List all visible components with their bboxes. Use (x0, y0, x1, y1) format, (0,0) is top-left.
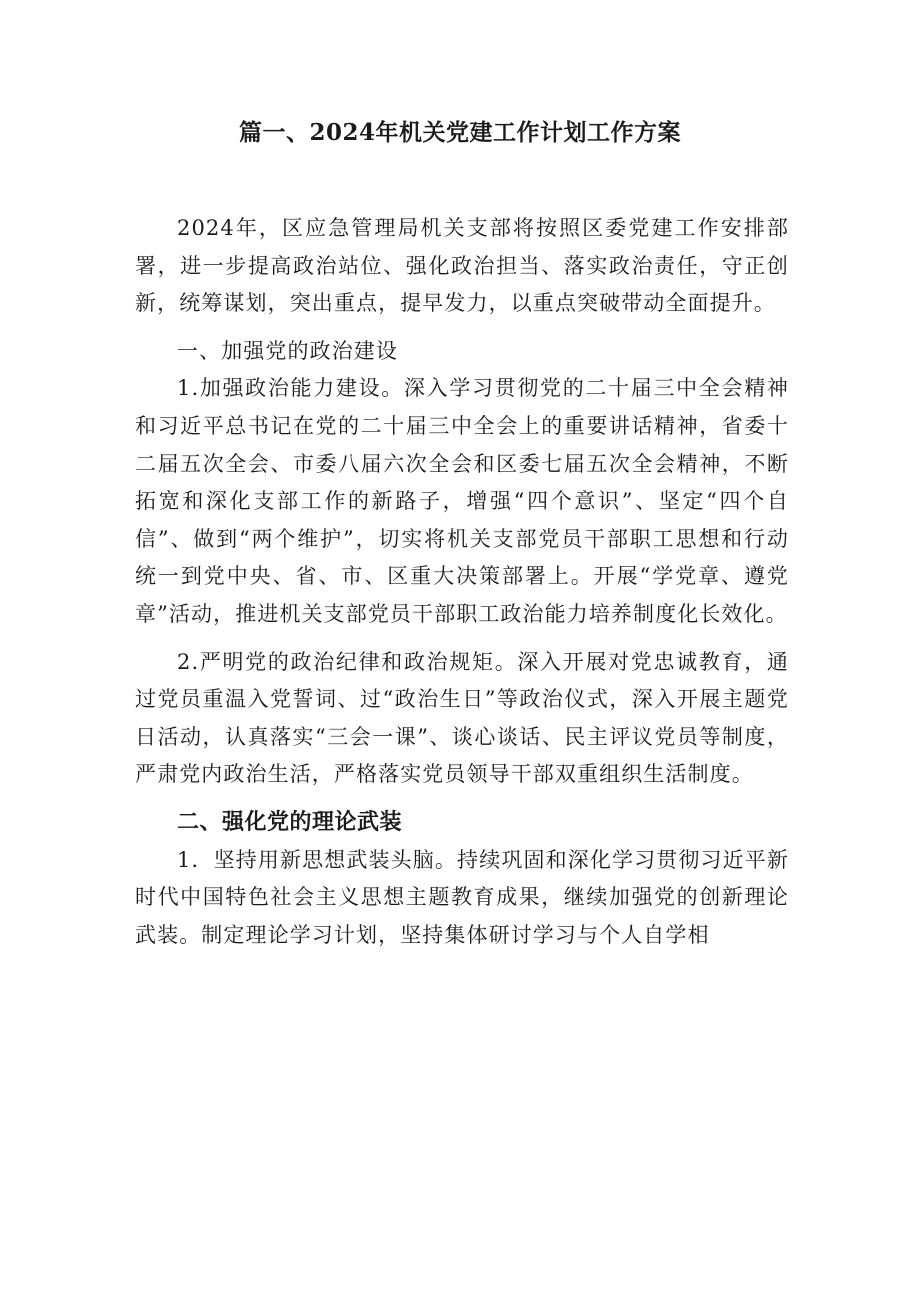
section-1-item-2: 2.严明党的政治纪律和政治规矩。深入开展对党忠诚教育，通过党员重温入党誓词、过“政治生日”等政治仪式，深入开展主题党日活动，认真落实“三会一课”、谈心谈话、民主评议党员等制度，严肃党内政治生活，严格落实党员领导干部双重组织生活制度。 (135, 649, 789, 787)
section-2-item-1: 1．坚持用新思想武装头脑。持续巩固和深化学习贯彻习近平新时代中国特色社会主义思想主题教育成果，继续加强党的创新理论武装。制定理论学习计划，坚持集体研讨学习与个人自学相 (135, 847, 789, 947)
section-1-item-1: 1.加强政治能力建设。深入学习贯彻党的二十届三中全会精神和习近平总书记在党的二十届三中全会上的重要讲话精神，省委十二届五次全会、市委八届六次全会和区委七届五次全会精神，不断拓宽和深化支部工作的新路子，增强“四个意识”、坚定“四个自信”、做到“两个维护”，切实将机关支部党员干部职工思想和行动统一到党中央、省、市、区重大决策部署上。开展“学党章、遵党章”活动，推进机关支部党员干部职工政治能力培养制度化长效化。 (135, 376, 789, 626)
section-1-heading: 一、加强党的政治建设 (177, 338, 398, 363)
document-body (135, 210, 789, 954)
section-2-heading: 二、强化党的理论武装 (177, 808, 403, 835)
intro-paragraph: 2024年，区应急管理局机关支部将按照区委党建工作安排部署，进一步提高政治站位、强化政治担当、落实政治责任，守正创新，统筹谋划，突出重点，提早发力，以重点突破带动全面提升。 (135, 216, 789, 316)
document-title: 篇一、2024年机关党建工作计划工作方案 (238, 119, 681, 146)
